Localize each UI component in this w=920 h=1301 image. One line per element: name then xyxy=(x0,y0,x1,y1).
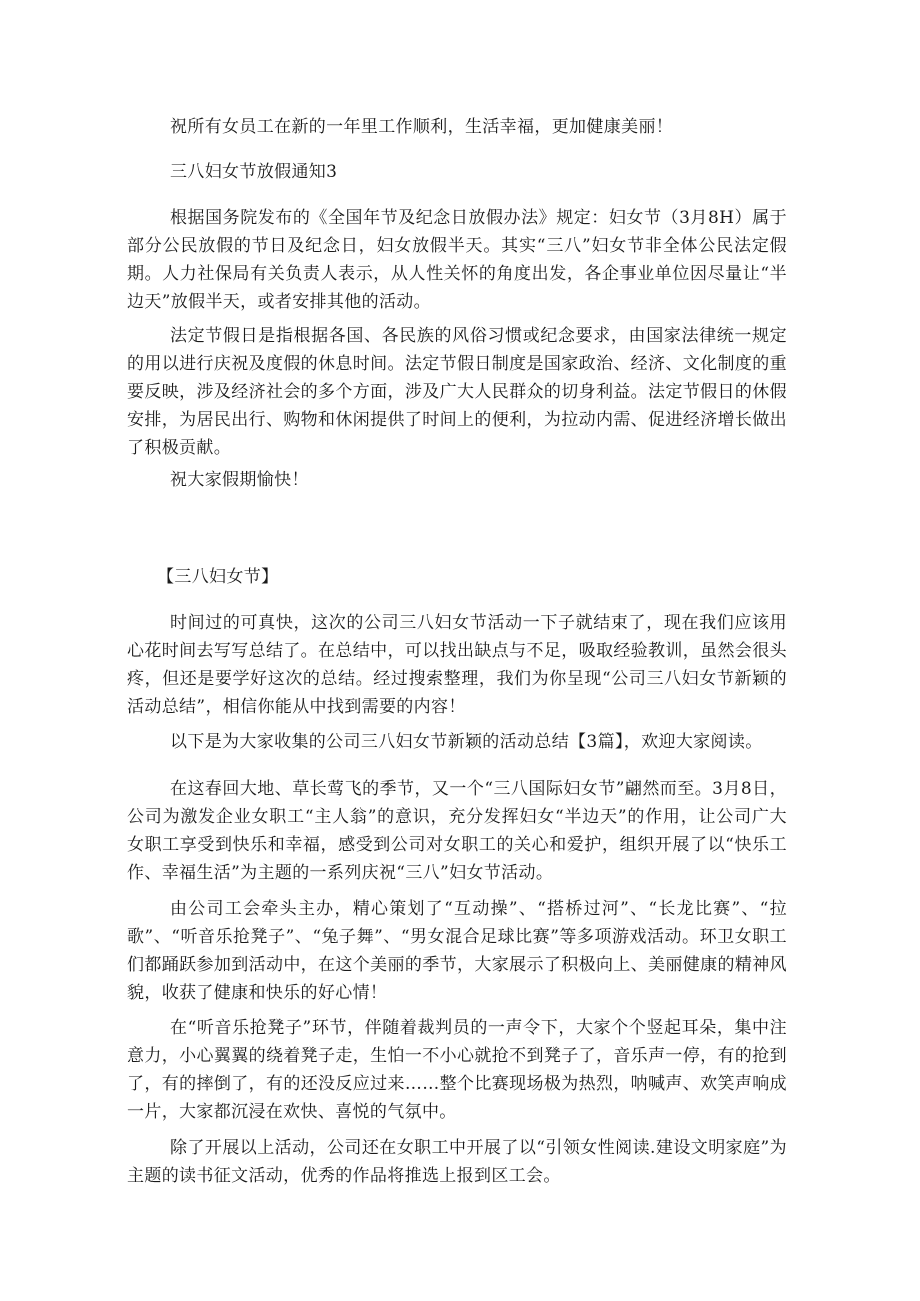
summary-intro-paragraph: 时间过的可真快，这次的公司三八妇女节活动一下子就结束了，现在我们应该用心花时间去写写总结了。在总结中，可以找出缺点与不足，吸取经验教训，虽然会很头疼，但还是要学好这次的总结。经过搜索整理，我们为你呈现“公司三八妇女节新颖的活动总结”，相信你能从中找到需要的内容！ xyxy=(127,613,787,717)
holiday-wish-paragraph: 祝大家假期愉快！ xyxy=(170,470,309,490)
closing-wish-paragraph: 祝所有女员工在新的一年里工作顺利，生活幸福，更加健康美丽！ xyxy=(170,117,674,137)
games-paragraph: 由公司工会牵头主办，精心策划了“互动操”、“搭桥过河”、“长龙比赛”、“拉歌”、“听音乐抢凳子”、“兔子舞”、“男女混合足球比赛”等多项游戏活动。环卫女职工们都踊跃参加到活动中，在这个美丽的季节，大家展示了积极向上、美丽健康的精神风貌，收获了健康和快乐的好心情！ xyxy=(127,899,787,1003)
holiday-rule-paragraph: 根据国务院发布的《全国年节及纪念日放假办法》规定：妇女节（3月8H）属于部分公民放假的节日及纪念日，妇女放假半天。其实“三八”妇女节非全体公民法定假期。人力社保局有关负责人表示，从人性关怀的角度出发，各企事业单位因尽量让“半边天”放假半天，或者安排其他的活动。 xyxy=(127,208,787,312)
spring-event-paragraph: 在这春回大地、草长莺飞的季节，又一个“三八国际妇女节”翩然而至。3月8日，公司为激发企业女职工“主人翁”的意识，充分发挥妇女“半边天”的作用，让公司广大女职工享受到快乐和幸福，感受到公司对女职工的关心和爱护，组织开展了以“快乐工作、幸福生活”为主题的一系列庆祝“三八”妇女节活动。 xyxy=(127,779,787,883)
legal-holiday-paragraph: 法定节假日是指根据各国、各民族的风俗习惯或纪念要求，由国家法律统一规定的用以进行庆祝及度假的休息时间。法定节假日制度是国家政治、经济、文化制度的重要反映，涉及经济社会的多个方面，涉及广大人民群众的切身利益。法定节假日的休假安排，为居民出行、购物和休闲提供了时间上的便利，为拉动内需、促进经济增长做出了积极贡献。 xyxy=(127,326,787,458)
notice-title: 三八妇女节放假通知3 xyxy=(170,162,338,182)
section-heading: 【三八妇女节】 xyxy=(157,567,279,587)
collection-intro-paragraph: 以下是为大家收集的公司三八妇女节新颖的活动总结【3篇】，欢迎大家阅读。 xyxy=(170,732,763,752)
reading-event-paragraph: 除了开展以上活动，公司还在女职工中开展了以“引领女性阅读.建设文明家庭”为主题的读书征文活动，优秀的作品将推选上报到区工会。 xyxy=(127,1138,787,1186)
chair-game-paragraph: 在“听音乐抢凳子”环节，伴随着裁判员的一声令下，大家个个竖起耳朵，集中注意力，小心翼翼的绕着凳子走，生怕一不小心就抢不到凳子了，音乐声一停，有的抢到了，有的摔倒了，有的还没反应过来……整个比赛现场极为热烈，呐喊声、欢笑声响成一片，大家都沉浸在欢快、喜悦的气氛中。 xyxy=(127,1018,787,1122)
